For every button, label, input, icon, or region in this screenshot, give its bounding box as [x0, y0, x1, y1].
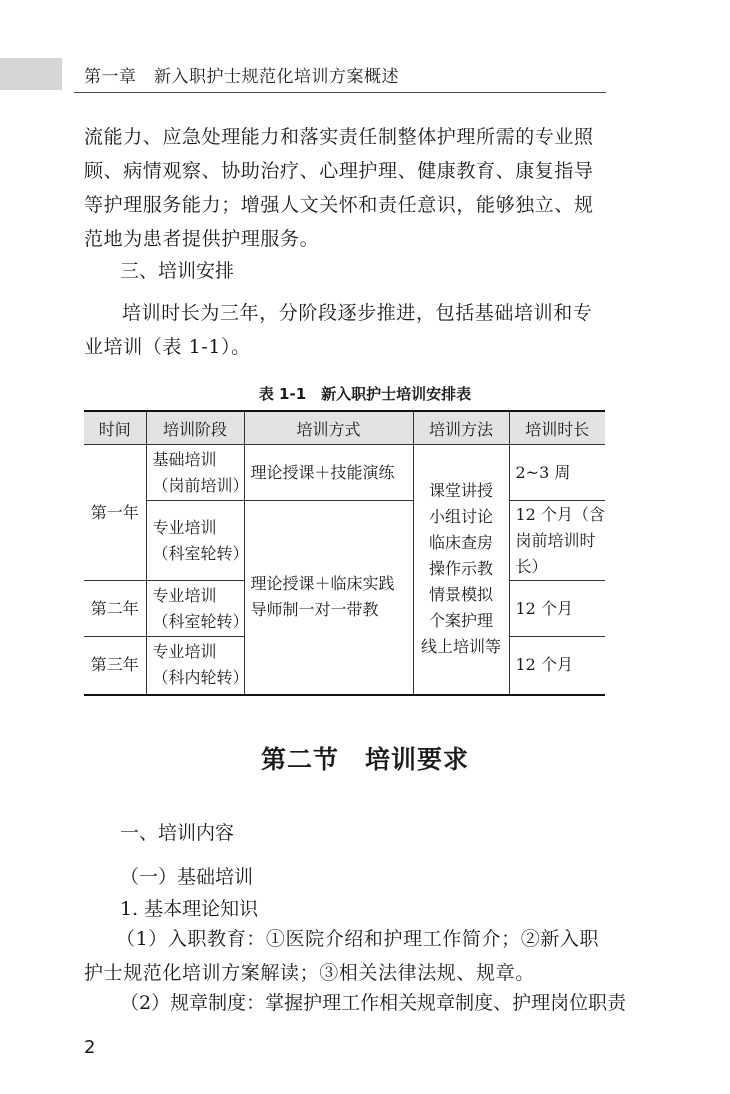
cell-year-1: 第一年 [84, 445, 146, 581]
schedule-paragraph: 培训时长为三年，分阶段逐步推进，包括基础培训和专业培训（表 1-1）。 [84, 302, 593, 358]
stage-line: （科内轮转） [152, 668, 249, 688]
mode-line: 导师制一对一带教 [250, 600, 379, 620]
table-header-row [84, 411, 605, 445]
cell-stage-basic [146, 445, 249, 501]
method-line: 操作示教 [428, 559, 493, 579]
duration-line: 12 个月 [515, 655, 573, 675]
duration-line: 长） [515, 556, 548, 576]
stage-line: （科室轮转） [152, 611, 249, 631]
rules-paragraph: （2）规章制度：掌握护理工作相关规章制度、护理岗位职责 [120, 992, 627, 1014]
col-header-stage: 培训阶段 [146, 411, 244, 445]
method-line: 小组讨论 [428, 507, 493, 527]
stage-line: 专业培训 [152, 517, 217, 537]
stage-line: （岗前培训） [152, 475, 249, 495]
cell-year-2: 第二年 [84, 581, 146, 637]
method-line: 线上培训等 [420, 637, 501, 657]
cell-mode-basic [244, 445, 413, 501]
section-title: 第二节 培训要求 [260, 745, 469, 774]
onboarding-paragraph: （1）入职教育：①医院介绍和护理工作简介；②新入职护士规范化培训方案解读；③相关法律法规、规章。 [84, 928, 600, 984]
cell-duration-y3 [509, 637, 605, 695]
section-heading-schedule: 三、培训安排 [120, 260, 235, 282]
running-header: 第一章 新入职护士规范化培训方案概述 [84, 67, 399, 87]
cell-methods [413, 445, 509, 695]
header-shade-band [0, 58, 62, 90]
cell-stage-y3 [146, 637, 249, 695]
cell-year-3: 第三年 [84, 637, 146, 695]
col-header-time: 时间 [84, 411, 146, 445]
duration-line: 岗前培训时 [515, 530, 596, 550]
stage-line: 专业培训 [152, 642, 217, 662]
heading-basic-training: （一）基础培训 [120, 866, 254, 888]
stage-line: （科室轮转） [152, 543, 249, 563]
page-number: 2 [84, 1037, 96, 1058]
header-rule [74, 92, 606, 93]
mode-line: 理论授课＋技能演练 [250, 462, 395, 482]
table-caption: 表 1-1 新入职护士培训安排表 [258, 385, 472, 403]
cell-duration-y1 [509, 501, 605, 581]
intro-paragraph: 流能力、应急处理能力和落实责任制整体护理所需的专业照顾、病情观察、协助治疗、心理护理、健康教育、康复指导等护理服务能力；增强人文关怀和责任意识，能够独立、规范地为患者提供护理服务。 [84, 126, 594, 250]
method-line: 情景模拟 [428, 585, 493, 605]
table-row [84, 501, 605, 581]
duration-line: 12 个月（含 [515, 504, 605, 524]
col-header-duration: 培训时长 [509, 411, 605, 445]
table-row [84, 445, 605, 501]
col-header-mode: 培训方式 [244, 411, 413, 445]
item-basic-theory: 1. 基本理论知识 [120, 898, 259, 920]
stage-line: 专业培训 [152, 585, 217, 605]
col-header-method: 培训方法 [413, 411, 509, 445]
training-schedule-table [84, 410, 605, 696]
heading-training-content: 一、培训内容 [120, 822, 235, 844]
cell-stage-y2 [146, 581, 249, 637]
cell-mode-professional [244, 501, 413, 695]
method-line: 课堂讲授 [428, 481, 493, 501]
cell-duration-basic [509, 445, 605, 501]
mode-line: 理论授课＋临床实践 [250, 574, 395, 594]
cell-duration-y2 [509, 581, 605, 637]
cell-stage-y1 [146, 501, 249, 581]
duration-line: 2~3 周 [515, 462, 571, 482]
method-line: 个案护理 [428, 611, 493, 631]
method-line: 临床查房 [428, 533, 493, 553]
stage-line: 基础培训 [152, 449, 217, 469]
duration-line: 12 个月 [515, 598, 573, 618]
